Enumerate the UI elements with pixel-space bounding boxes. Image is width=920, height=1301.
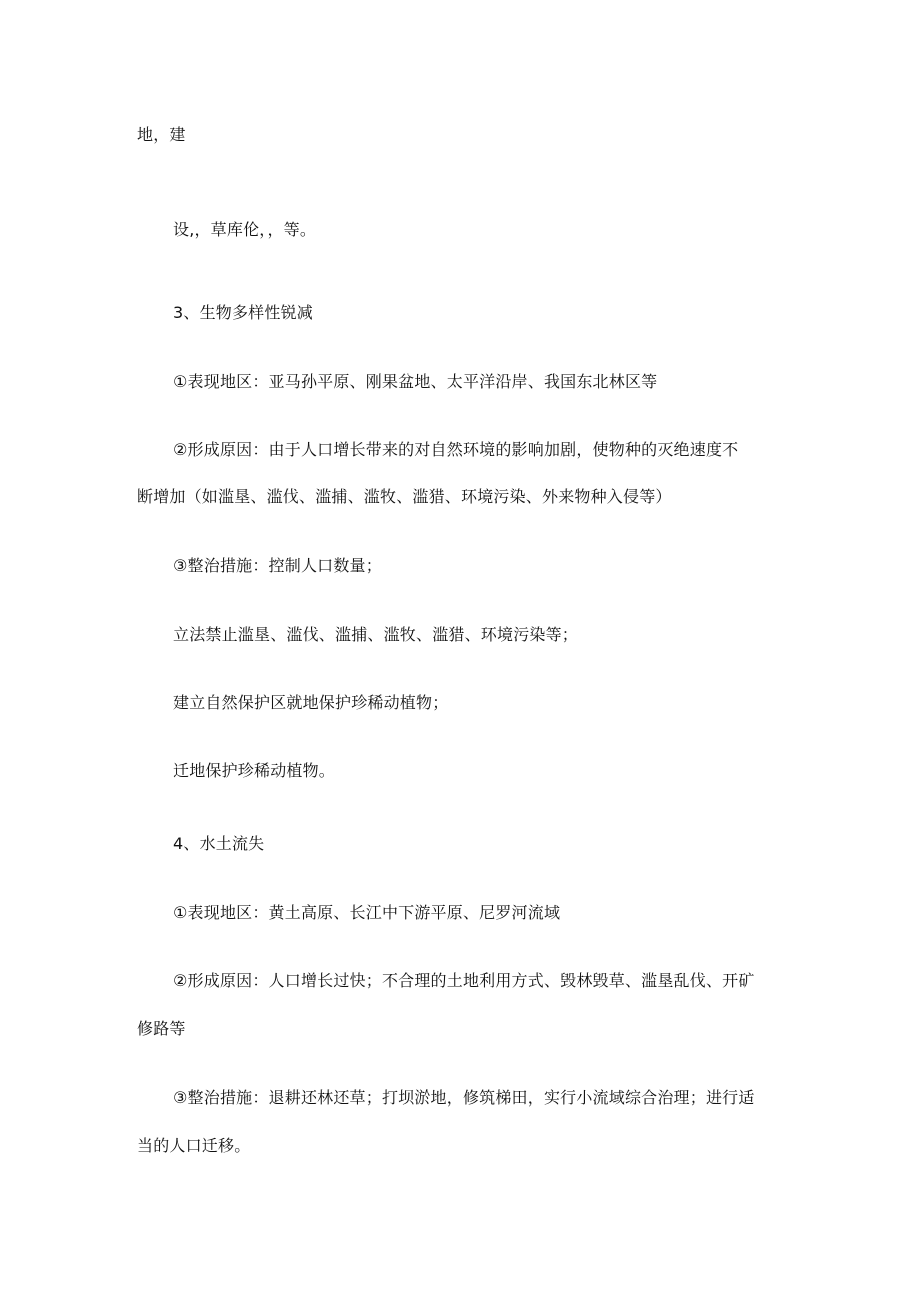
soil-erosion-causes-line-2: 修路等 xyxy=(137,1019,186,1038)
soil-erosion-measures-line-1: ③整治措施：退耕还林还草；打坝淤地，修筑梯田，实行小流域综合治理；进行适 xyxy=(173,1088,755,1107)
text-line-fragment: 地，建 xyxy=(137,125,186,144)
biodiversity-causes-line-1: ②形成原因：由于人口增长带来的对自然环境的影响加剧，使物种的灭绝速度不 xyxy=(173,440,739,459)
soil-erosion-regions: ①表现地区：黄土高原、长江中下游平原、尼罗河流域 xyxy=(173,903,561,922)
biodiversity-regions: ①表现地区：亚马孙平原、刚果盆地、太平洋沿岸、我国东北林区等 xyxy=(173,372,658,391)
biodiversity-causes-line-2: 断增加（如滥垦、滥伐、滥捕、滥牧、滥猎、环境污染、外来物种入侵等） xyxy=(137,487,672,506)
section-heading-biodiversity: 3、生物多样性锐减 xyxy=(173,303,313,322)
biodiversity-measures-line-3: 建立自然保护区就地保护珍稀动植物； xyxy=(173,693,449,712)
biodiversity-measures-line-4: 迁地保护珍稀动植物。 xyxy=(173,761,336,780)
biodiversity-measures-line-1: ③整治措施：控制人口数量； xyxy=(173,556,382,575)
text-line-fragment-continued: 设,，草库伦，，等。 xyxy=(173,220,317,239)
biodiversity-measures-line-2: 立法禁止滥垦、滥伐、滥捕、滥牧、滥猎、环境污染等； xyxy=(173,625,579,644)
soil-erosion-measures-line-2: 当的人口迁移。 xyxy=(137,1136,251,1155)
section-heading-soil-erosion: 4、水土流失 xyxy=(173,834,265,853)
soil-erosion-causes-line-1: ②形成原因：人口增长过快；不合理的土地利用方式、毁林毁草、滥垦乱伐、开矿 xyxy=(173,971,755,990)
